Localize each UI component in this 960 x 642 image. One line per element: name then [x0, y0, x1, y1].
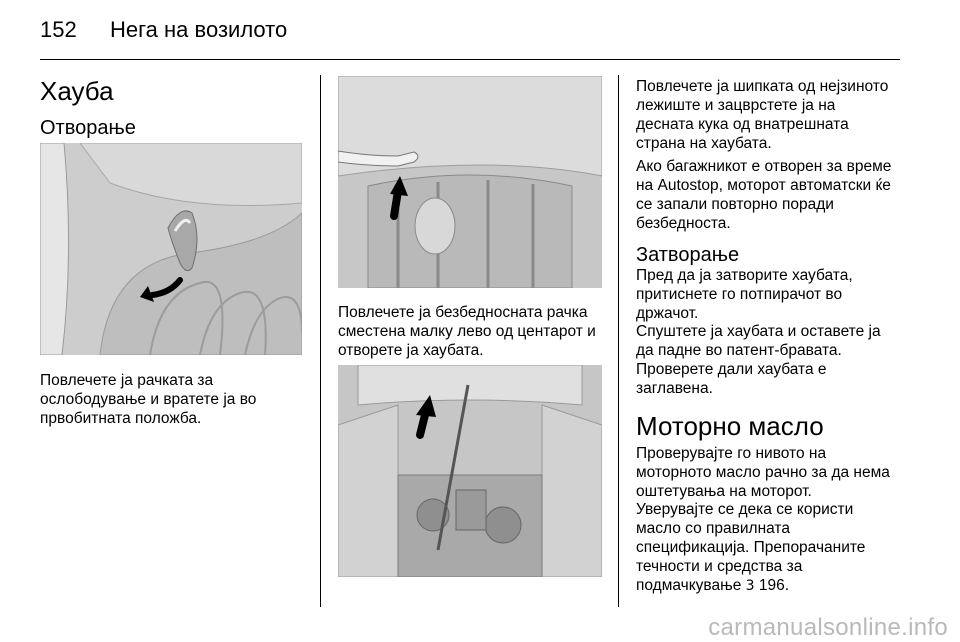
paragraph-prop-rod: Повлечете ја шипката од нејзиното лежиште и зацврстете ја на десната кука од внатрешната страна на хаубата. [636, 78, 889, 152]
paragraph-autostop: Ако багажникот е отворен за време на Autostop, моторот автоматски ќе се запали повторно поради безбедноста. [636, 158, 892, 232]
oil-spec-last-line: подмачкување [636, 577, 742, 594]
figure-open-hood-prop-rod [338, 365, 602, 577]
header-title: Нега на возилото [110, 17, 288, 42]
paragraph-oil-check: Проверувајте го нивото на моторното масло рачно за да нема оштетувања на моторот. [636, 445, 890, 500]
paragraph-closing-2: Спуштете ја хаубата и оставете ја да падне во патент-бравата. Проверете дали хаубата е заглавена. [636, 323, 881, 397]
page-reference-link[interactable]: 196. [758, 577, 790, 594]
section-title: Хауба [40, 76, 114, 106]
figure-hood-release-lever [40, 143, 302, 355]
page-number: 152 [40, 17, 77, 42]
header-rule [40, 59, 900, 60]
engine-oil-title: Моторно масло [636, 411, 824, 441]
subsection-title: Отворање [40, 117, 136, 139]
paragraph-oil-spec: Уверувајте се дека се користи масло со правилната спецификација. Препорачаните течности и средства за подмачкување 3 196. [636, 501, 866, 594]
reference-arrow-icon: 3 [745, 578, 755, 594]
watermark: carmanualsonline.info [708, 614, 948, 641]
caption-1: Повлечете ја рачката за ослободување и вратете ја во првобитната положба. [40, 372, 257, 427]
column-divider-2 [618, 75, 619, 607]
paragraph-closing-1: Пред да ја затворите хаубата, притиснете го потпирачот во држачот. [636, 267, 853, 322]
closing-title: Затворање [636, 244, 740, 266]
column-divider-1 [320, 75, 321, 607]
caption-2: Повлечете ја безбедносната рачка сместена малку лево од центарот и отворете ја хаубата. [338, 304, 596, 359]
figure-safety-catch [338, 76, 602, 288]
